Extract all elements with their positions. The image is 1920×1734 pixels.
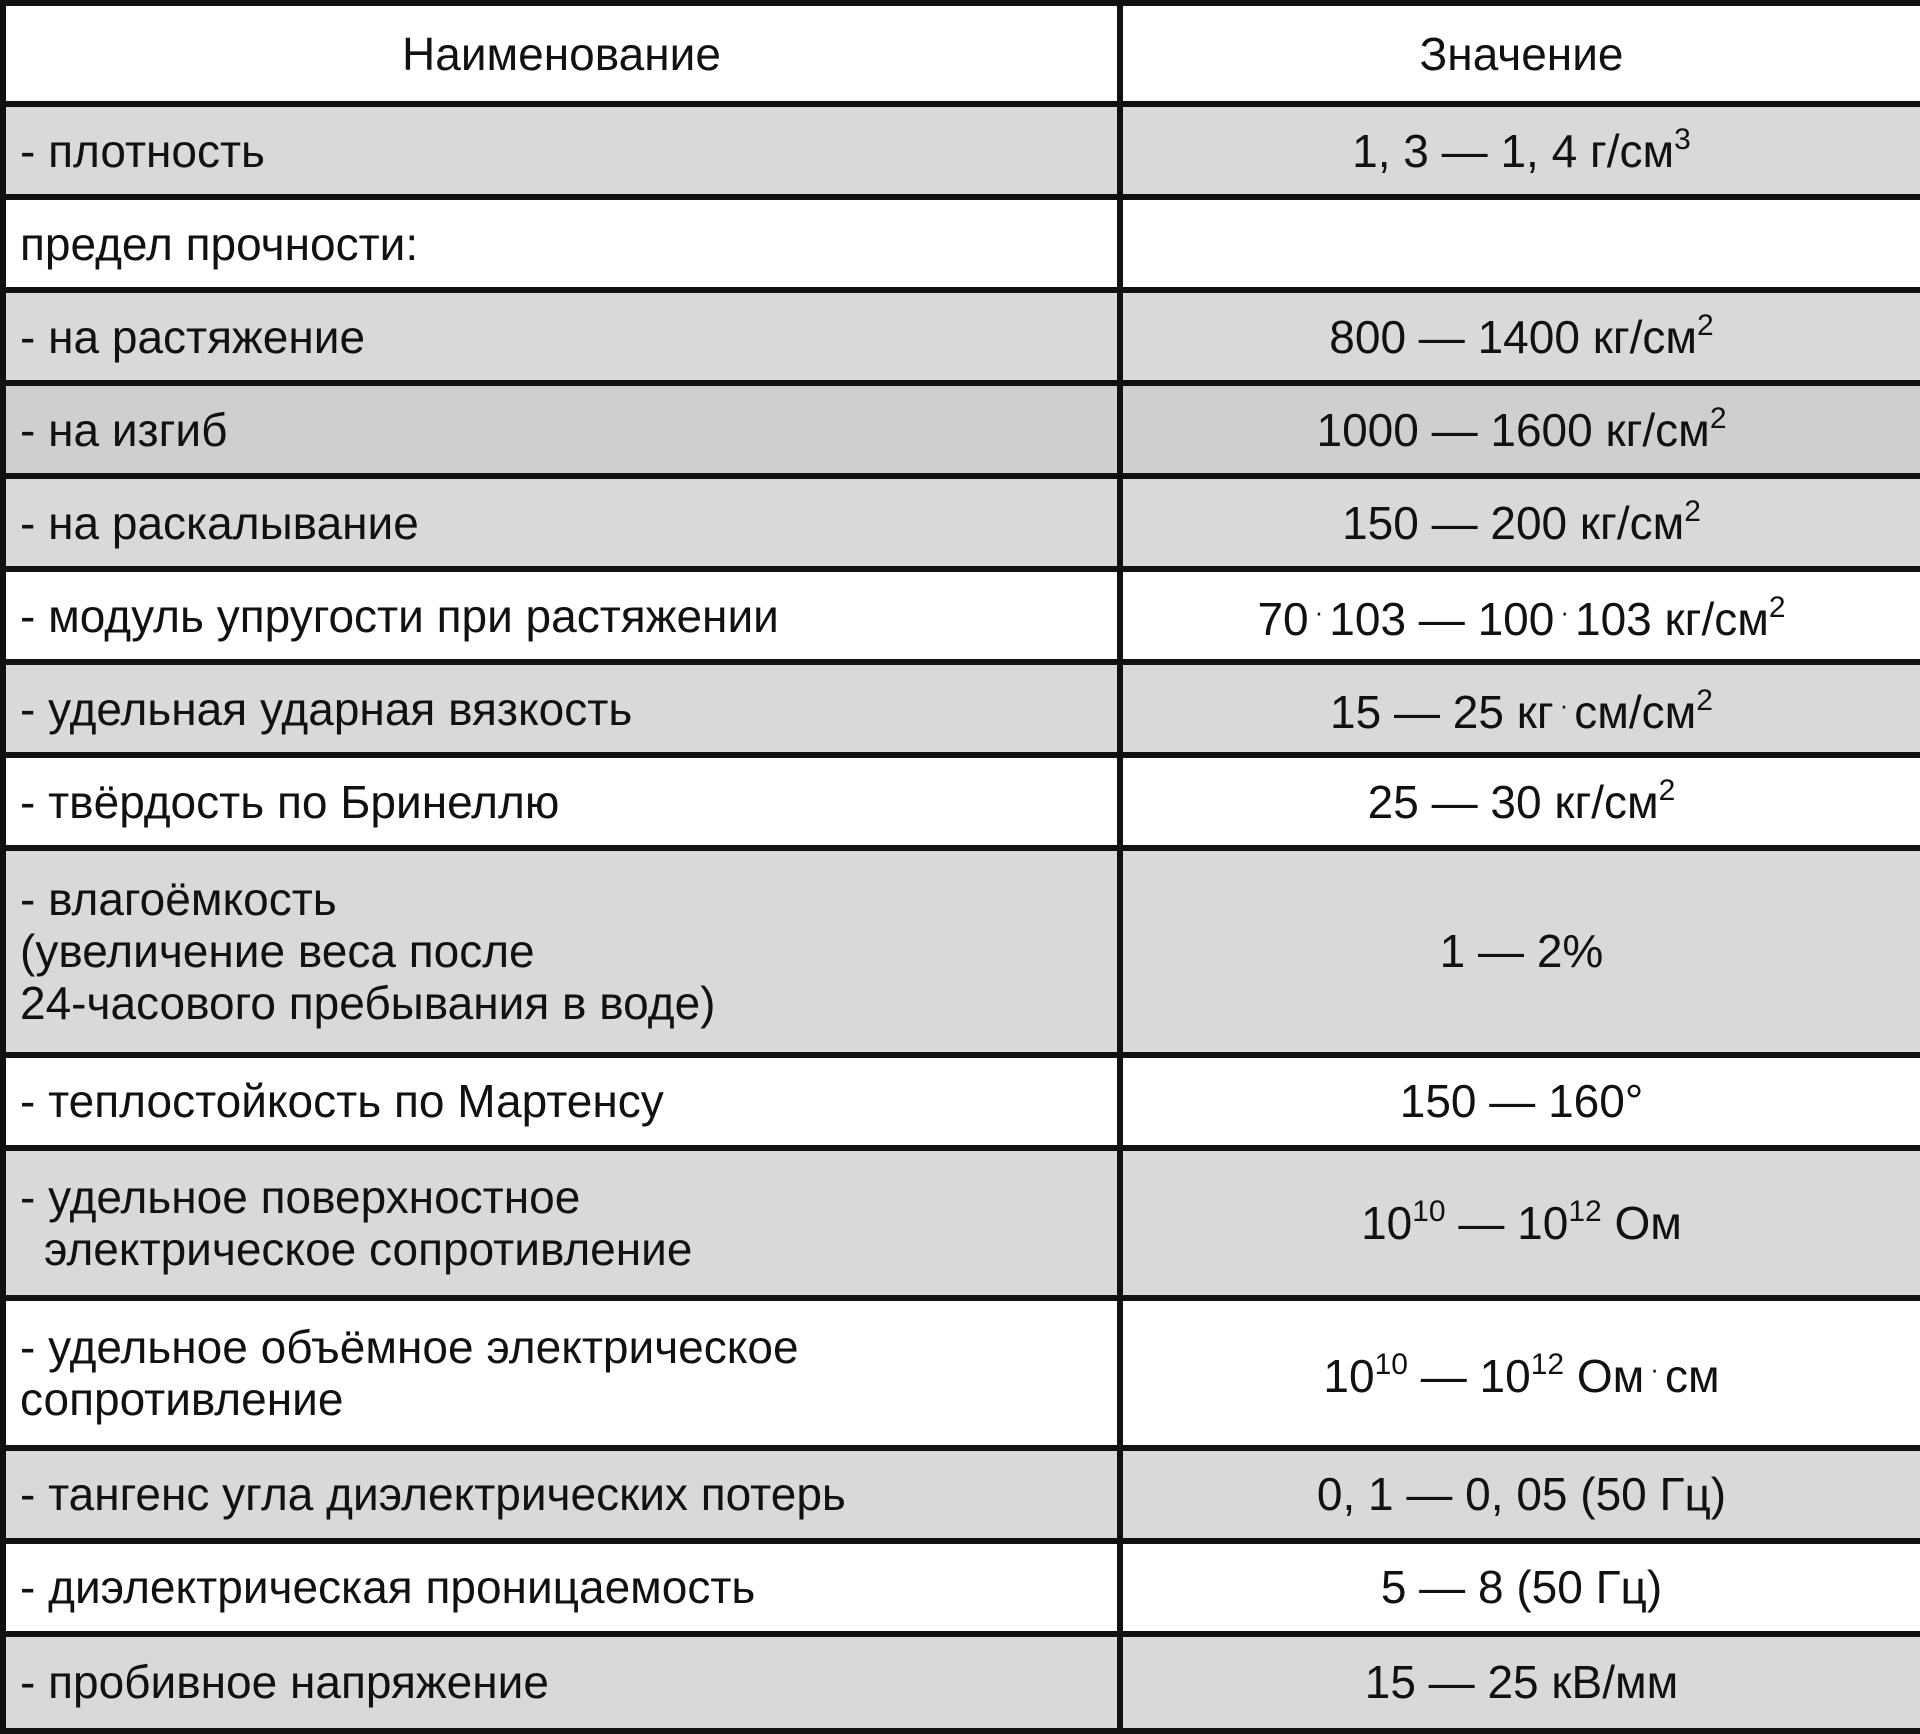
row-value: 0, 1 — 0, 05 (50 Гц) [1120,1448,1920,1541]
row-value: 150 — 200 $кг/см^2$ [1120,476,1920,569]
row-value: $10^{10}$ — $10^{12}$ Ом · см [1120,1298,1920,1448]
table-row [3,290,1920,383]
table-row [3,197,1920,290]
row-name-line: - удельное объёмное электрическое [20,1320,799,1373]
row-name [3,848,1120,1054]
row-name: - модуль упругости при растяжении [3,569,1120,662]
row-value: 5 — 8 (50 Гц) [1120,1541,1920,1634]
row-name-line: - влагоёмкость [20,873,337,926]
row-name-line: - удельное поверхностное [20,1170,581,1223]
row-name-line: 24-часового пребывания в воде) [20,977,716,1030]
row-name: - на изгиб [3,383,1120,476]
row-value: 800 — 1400 $кг/см^2$ [1120,290,1920,383]
row-value: 25 — 30 $кг/см^2$ [1120,755,1920,848]
table-row [3,1634,1920,1731]
row-value: 1, 3 — 1, 4 $г/см^3$ [1120,104,1920,197]
row-name [3,1298,1120,1448]
row-name: - на раскалывание [3,476,1120,569]
table-header-row [3,3,1920,104]
row-value: $10^{10}$ — $10^{12}$ Ом [1120,1148,1920,1298]
row-value: 15 — 25 кг · $см/см^2$ [1120,662,1920,755]
table-row [3,1148,1920,1298]
row-name-line: сопротивление [20,1372,344,1425]
row-name: - плотность [3,104,1120,197]
row-value [1120,197,1920,290]
table-row [3,476,1920,569]
row-name: - теплостойкость по Мартенсу [3,1055,1120,1148]
table-row [3,755,1920,848]
row-name [3,1148,1120,1298]
multiply-dot-icon: · [1650,1354,1659,1385]
row-name: - тангенс угла диэлектрических потерь [3,1448,1120,1541]
row-name: - диэлектрическая проницаемость [3,1541,1120,1634]
row-name: - удельная ударная вязкость [3,662,1120,755]
table-row [3,104,1920,197]
table-row [3,383,1920,476]
header-name: Наименование [3,3,1120,104]
table-row [3,1298,1920,1448]
table-row [3,662,1920,755]
row-name: - на растяжение [3,290,1120,383]
table-row [3,1055,1920,1148]
multiply-dot-icon: · [1559,690,1569,721]
row-value: 15 — 25 кВ/мм [1120,1634,1920,1731]
row-name-line: (увеличение веса после [20,925,535,978]
row-value: 1 — 2% [1120,848,1920,1054]
multiply-dot-icon: · [1314,597,1324,628]
row-name: - твёрдость по Бринеллю [3,755,1120,848]
row-value: 150 — 160° [1120,1055,1920,1148]
table-row [3,848,1920,1054]
row-name: предел прочности: [3,197,1120,290]
table-row [3,1541,1920,1634]
header-value: Значение [1120,3,1920,104]
row-value: 1000 — 1600 $кг/см^2$ [1120,383,1920,476]
table-row [3,1448,1920,1541]
multiply-dot-icon: · [1560,597,1570,628]
row-name-line: электрическое сопротивление [44,1222,693,1275]
row-value: 70 · 103 — 100 · 103 $кг/см^2$ [1120,569,1920,662]
table-row [3,569,1920,662]
row-name: - пробивное напряжение [3,1634,1120,1731]
